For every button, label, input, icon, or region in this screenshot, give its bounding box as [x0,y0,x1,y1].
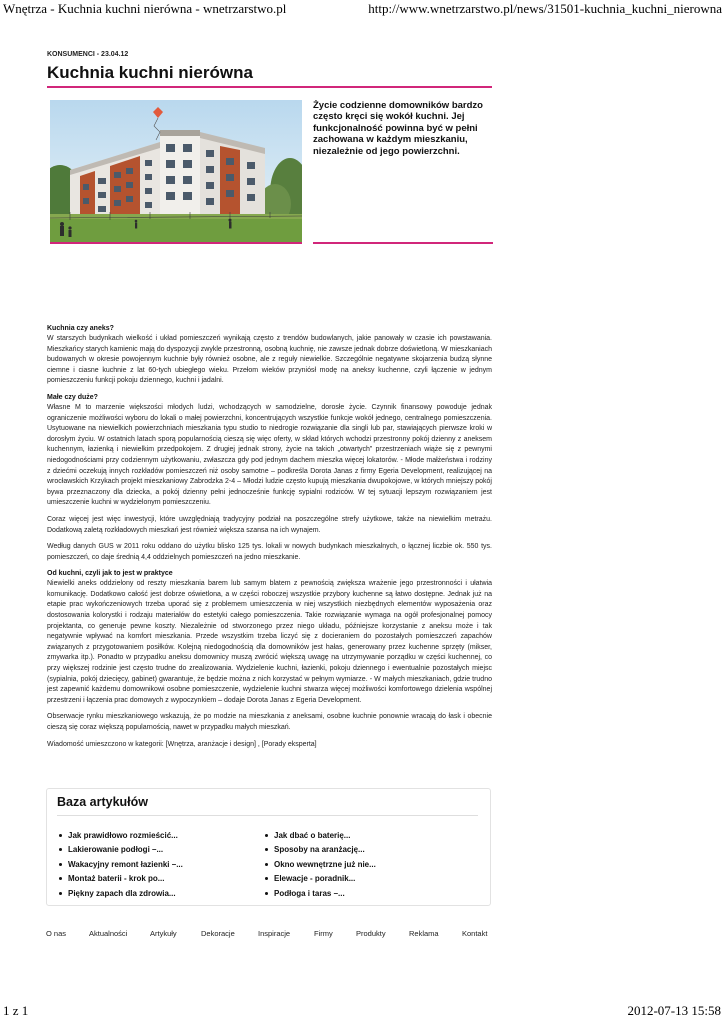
bullet-icon [59,834,62,837]
section-heading: Od kuchni, czyli jak to jest w praktyce [47,570,173,578]
bullet-icon [265,863,268,866]
bullet-icon [59,877,62,880]
footer-link-o-nas[interactable]: O nas [46,929,67,938]
paragraph: Obserwacje rynku mieszkaniowego wskazują, że po modzie na mieszkania z aneksami, osobne kuchnie ponownie wracają do łask i obecnie cieszą się coraz większą popularnością, nawet w przypadku małych mieszkań. [47,713,492,731]
lead-row [47,100,492,250]
article-link[interactable]: Elewacje - poradnik... [263,872,376,886]
categories-line: Wiadomość umieszczono w kategorii: [Wnętrza, aranżacje i design] , [Porady eksperta] [47,740,317,748]
title-divider [47,86,492,88]
section-heading: Małe czy duże? [47,393,98,401]
photo-divider [50,242,302,244]
article-base-title: Baza artykułów [57,795,149,809]
article-photo [50,100,302,242]
article [47,50,492,756]
article-link[interactable]: Jak prawidłowo rozmieścić... [57,829,183,843]
article-link[interactable]: Wakacyjny remont łazienki –... [57,858,183,872]
print-footer [0,1002,724,1022]
footer-link-dekoracje[interactable]: Dekoracje [201,929,235,938]
article-base-list-left [57,829,183,901]
bullet-icon [265,834,268,837]
print-header-url: http://www.wnetrzarstwo.pl/news/31501-kuchnia_kuchni_nierowna [368,1,722,16]
article-base-divider [57,815,478,816]
print-page-count: 1 z 1 [3,1003,29,1018]
footer-link-artykuly[interactable]: Artykuły [150,929,177,938]
bullet-icon [265,848,268,851]
footer-nav [46,929,491,941]
footer-link-kontakt[interactable]: Kontakt [462,929,488,938]
article-meta: KONSUMENCI - 23.04.12 [47,51,129,58]
paragraph: Niewielki aneks oddzielony od reszty mieszkania barem lub samym blatem z pewnością zwiększa wrażenie jego przestronności i ułatwia komunikację. Dodatkowo całość jest dobrze oświetlona, a w części roboczej wszystkie przybory kuchenne są łatwo dostępne. Jednak już na etapie prac wykończeniowych trzeba uporać się z problemem umieszczenia w niej wszystkich niezbędnych elementów wyposażenia oraz dostosowania kolorystki i rodzaju materiałów do estetyki całego pomieszczenia. Takie rozwiązanie wymaga na ogół profesjonalnej pomocy projektanta, co generuje pewne koszty. Niezależnie od stworzonego przez niego układu, późniejsze korzystanie z aneksu może i tak negatywnie wpływać na komfort mieszkania. Przede wszystkim trzeba liczyć się z docieraniem do pozostałych pomieszczeń zapachów związanych z przygotowaniem posiłków. Kolejną niedogodnością dla domowników jest hałas, generowany przez kuchenne sprzęty (mikser, zmywarka itp.). Ponadto w przypadku aneksu domownicy muszą zwrócić większą uwagę na utrzymywanie porządku w części kuchennej, co przy większej rodzinie jest często trudne do zrealizowania. Wydzielenie kuchni, łazienki, pokoju dziennego i ewentualnie pozostałych miejsc (sypialnia, pokój dziecięcy, gabinet) gwarantuje, że będzie można z nich korzystać w pełnym wymiarze. - W małych mieszkaniach, gdzie trudno jest zapewnić każdemu domownikowi osobne pomieszczenie, wydzielenie kuchni stwarza więcej możliwości komfortowego dzielenia wspólnej przestrzeni i łączenia prac domowych z wypoczynkiem – dodaje Dorota Janas z Egeria Development. [47,580,492,704]
article-body [47,324,492,750]
lead-divider [313,242,493,244]
print-header [0,0,724,22]
paragraph: W starszych budynkach wielkość i układ pomieszczeń wynikają często z trendów budowlanych, jakie panowały w czasie ich powstawania. Mieszkańcy starych kamienic mają do dyspozycji zwykle przestronną, osobną kuchnię, nie zawsze jednak dobrze doświetloną. W mieszkaniach budowanych w okresie powojennym kuchnie były również osobne, ale z reguły niewielkie. Szczególnie negatywne skojarzenia budzą słynne ciemne i ciasne kuchnie z lat 60-tych ubiegłego wieku. Przełom wieków przyniósł modę na aneksy kuchenne, czyli łączenie w jednym pomieszczeniu funkcji pokoju dziennego, kuchni i jadalni. [47,335,492,385]
bullet-icon [59,848,62,851]
article-link[interactable]: Sposoby na aranżację... [263,843,376,857]
bullet-icon [59,863,62,866]
article-link[interactable]: Lakierowanie podłogi –... [57,843,183,857]
bullet-icon [265,877,268,880]
footer-link-reklama[interactable]: Reklama [409,929,439,938]
paragraph: Własne M to marzenie większości młodych ludzi, wchodzących w samodzielne, dorosłe życie. Czynnik finansowy powoduje jednak ograniczenie możliwości wyboru do lokali o małej powierzchni, koncentrujących wszystkie funkcje wokół jednego, centralnego pomieszczenia. Usytuowane na niewielkich powierzchniach mieszkania typu studio to niedrogie rozwiązanie dla singli lub par, stawiających pierwsze kroki w dorosłym życiu. W ostatnich latach sporą popularnością cieszą się więc oferty, w skład których wchodzi przestronny pokój dzienny z aneksem kuchennym, łazienką i niewielkim przedpokojem. Z drugiej jednak strony, życie na takich „otwartych” przestrzeniach wiąże się z pewnymi niedogodnościami przy codziennym użytkowaniu, zwłaszcza gdy pod jednym dachem mieszka więcej lokatorów. - Młode małżeństwa i rodziny z dziećmi oczekują innych rozkładów pomieszczeń niż osoby samotne – podkreśla Dorota Janas z firmy Egeria Development, realizującej na wrocławskich Krzykach projekt mieszkaniowy Zabrodzka 2-4 – Młodzi ludzie często kupują mieszkania dwupokojowe, w których mniejszy pokój bywa przeznaczony dla dziecka, a pokój dzienny pełni jednocześnie funkcję sypialni rodziców. W tej sytuacji lepszym rozwiązaniem jest umieszczenie kuchni w wydzielonym pomieszczeniu. [47,403,492,507]
print-timestamp: 2012-07-13 15:58 [627,1003,721,1018]
bullet-icon [265,892,268,895]
section-heading: Kuchnia czy aneks? [47,325,114,332]
article-link[interactable]: Jak dbać o baterię... [263,829,376,843]
footer-link-aktualnosci[interactable]: Aktualności [89,929,128,938]
article-link[interactable]: Okno wewnętrzne już nie... [263,858,376,872]
article-base-box [46,788,491,906]
article-base-list-right [263,829,376,901]
article-link[interactable]: Montaż baterii - krok po... [57,872,183,886]
article-title: Kuchnia kuchni nierówna [47,63,253,82]
article-link[interactable]: Piękny zapach dla zdrowia... [57,887,183,901]
footer-link-produkty[interactable]: Produkty [356,929,386,938]
footer-link-firmy[interactable]: Firmy [314,929,333,938]
bullet-icon [59,892,62,895]
article-lead: Życie codzienne domowników bardzo często kręci się wokół kuchni. Jej funkcjonalność powinna być w pełni zachowana w każdym mieszkaniu, niezależnie od jego powierzchni. [313,100,483,157]
footer-link-inspiracje[interactable]: Inspiracje [258,929,291,938]
article-link[interactable]: Podłoga i taras –... [263,887,376,901]
paragraph: Według danych GUS w 2011 roku oddano do użytku blisko 125 tys. lokali w nowych budynkach mieszkalnych, o łącznej liczbie ok. 550 tys. pomieszczeń, co daje średnią 4,4 oddzielnych pomieszczeń na jedno mieszkanie. [47,543,492,561]
apartment-building-illustration [50,100,302,242]
paragraph: Coraz więcej jest więc inwestycji, które uwzględniają tradycyjny podział na poszczególne strefy użytkowe, także na niewielkim metrażu. Dodatkową zaletą rozkładowych mieszkań jest również większa szansa na ich wynajem. [47,515,492,534]
print-header-title: Wnętrza - Kuchnia kuchni nierówna - wnetrzarstwo.pl [3,1,287,16]
